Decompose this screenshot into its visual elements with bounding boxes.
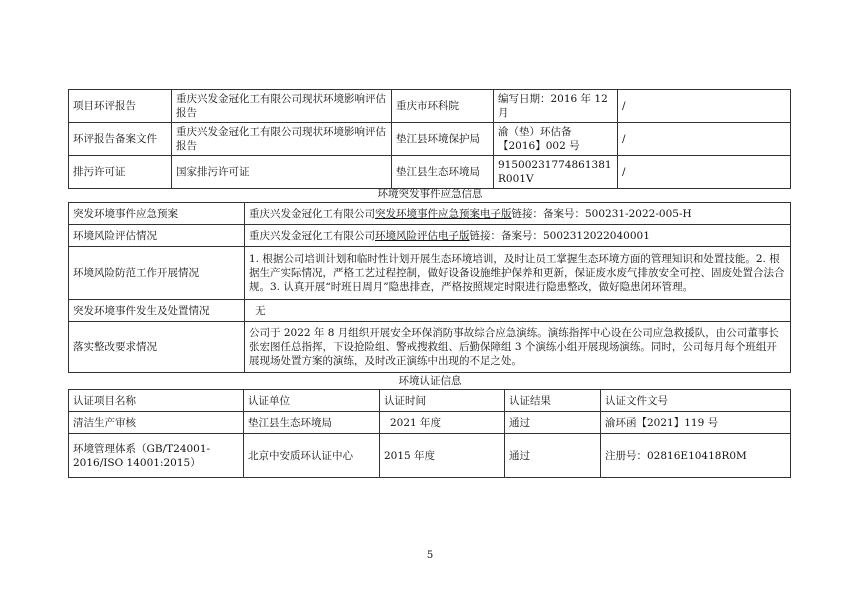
emergency-row: [69, 203, 791, 225]
emergency-value: 公司于 2022 年 8 月组织开展安全环保消防事故综合应急演练。演练指挥中心设在公司应急救援队，由公司董事长张宏图任总指挥，下设抢险组、警戒搜救组、后勤保障组 3 个演练小组开展现场演练。同时，公司每月每个班组开展现场处置方案的演练，及时改正演练中出现的不足之处。: [245, 322, 791, 373]
cert-row: [69, 434, 791, 478]
report-row: [69, 123, 791, 156]
cert-header: 认证结果: [505, 390, 601, 412]
report-org: 垫江县环境保护局: [392, 123, 494, 156]
emergency-value: 无: [245, 300, 791, 322]
emergency-label: 环境风险评估情况: [69, 225, 245, 247]
emergency-label: 环境风险防范工作开展情况: [69, 247, 245, 300]
cert-cell: 2021 年度: [380, 412, 505, 434]
emergency-label: 突发环境事件应急预案: [69, 203, 245, 225]
report-org: 重庆市环科院: [392, 90, 494, 123]
emergency-row: [69, 322, 791, 373]
emergency-suffix: 链接：备案号：5002312022040001: [469, 229, 650, 242]
emergency-table: [68, 202, 791, 373]
report-extra: /: [618, 90, 791, 123]
report-org: 垫江县生态环境局: [392, 156, 494, 189]
emergency-prefix: 重庆兴发金冠化工有限公司: [249, 207, 375, 220]
cert-section-title: 环境认证信息: [398, 375, 462, 387]
emergency-label: 突发环境事件发生及处置情况: [69, 300, 245, 322]
report-label: 排污许可证: [69, 156, 172, 189]
report-name: 重庆兴发金冠化工有限公司现状环境影响评估报告: [172, 123, 392, 156]
cert-cell: 通过: [505, 412, 601, 434]
cert-table: [68, 389, 791, 478]
emergency-row: [69, 225, 791, 247]
report-row: [69, 90, 791, 123]
emergency-plan-link[interactable]: 突发环境事件应急预案电子版: [375, 207, 512, 220]
emergency-section-title: 环境突发事件应急信息: [377, 188, 483, 200]
cert-cell: 渝环函【2021】119 号: [601, 412, 791, 434]
report-label: 环评报告备案文件: [69, 123, 172, 156]
cert-cell: 北京中安质环认证中心: [244, 434, 380, 478]
cert-row: [69, 412, 791, 434]
cert-header: 认证文件文号: [601, 390, 791, 412]
cert-header: 认证时间: [380, 390, 505, 412]
emergency-row: [69, 247, 791, 300]
emergency-row: [69, 300, 791, 322]
report-info: 渝（垫）环估备【2016】002 号: [494, 123, 618, 156]
page-number: 5: [426, 550, 434, 561]
report-extra: /: [618, 123, 791, 156]
report-info: 编写日期：2016 年 12 月: [494, 90, 618, 123]
emergency-value: [245, 225, 791, 247]
report-row: [69, 156, 791, 189]
report-info: 91500231774861381R001V: [494, 156, 618, 189]
cert-cell: 垫江县生态环境局: [244, 412, 380, 434]
cert-cell: 2015 年度: [380, 434, 505, 478]
emergency-value: [245, 203, 791, 225]
emergency-suffix: 链接：备案号：500231-2022-005-H: [511, 207, 692, 220]
cert-cell: 通过: [505, 434, 601, 478]
report-extra: /: [618, 156, 791, 189]
cert-cell: 清洁生产审核: [69, 412, 244, 434]
cert-cell: 环境管理体系（GB/T24001-2016/ISO 14001:2015）: [69, 434, 244, 478]
emergency-value: 1. 根据公司培训计划和临时性计划开展生态环境培训，及时让员工掌握生态环境方面的管理知识和处置技能。2. 根据生产实际情况，严格工艺过程控制，做好设备设施维护保养和更新，保证废水废气排放安全可控、固废处置合法合规。3. 认真开展“时班日周月”隐患排查，严格按照规定时限进行隐患整改，做好隐患闭环管理。: [245, 247, 791, 300]
report-table: [68, 89, 791, 189]
cert-header: 认证单位: [244, 390, 380, 412]
report-name: 国家排污许可证: [172, 156, 392, 189]
cert-header: 认证项目名称: [69, 390, 244, 412]
emergency-prefix: 重庆兴发金冠化工有限公司: [249, 229, 375, 242]
report-name: 重庆兴发金冠化工有限公司现状环境影响评估报告: [172, 90, 392, 123]
report-label: 项目环评报告: [69, 90, 172, 123]
emergency-label: 落实整改要求情况: [69, 322, 245, 373]
cert-header-row: [69, 390, 791, 412]
cert-cell: 注册号：02816E10418R0M: [601, 434, 791, 478]
risk-assessment-link[interactable]: 环境风险评估电子版: [375, 229, 470, 242]
